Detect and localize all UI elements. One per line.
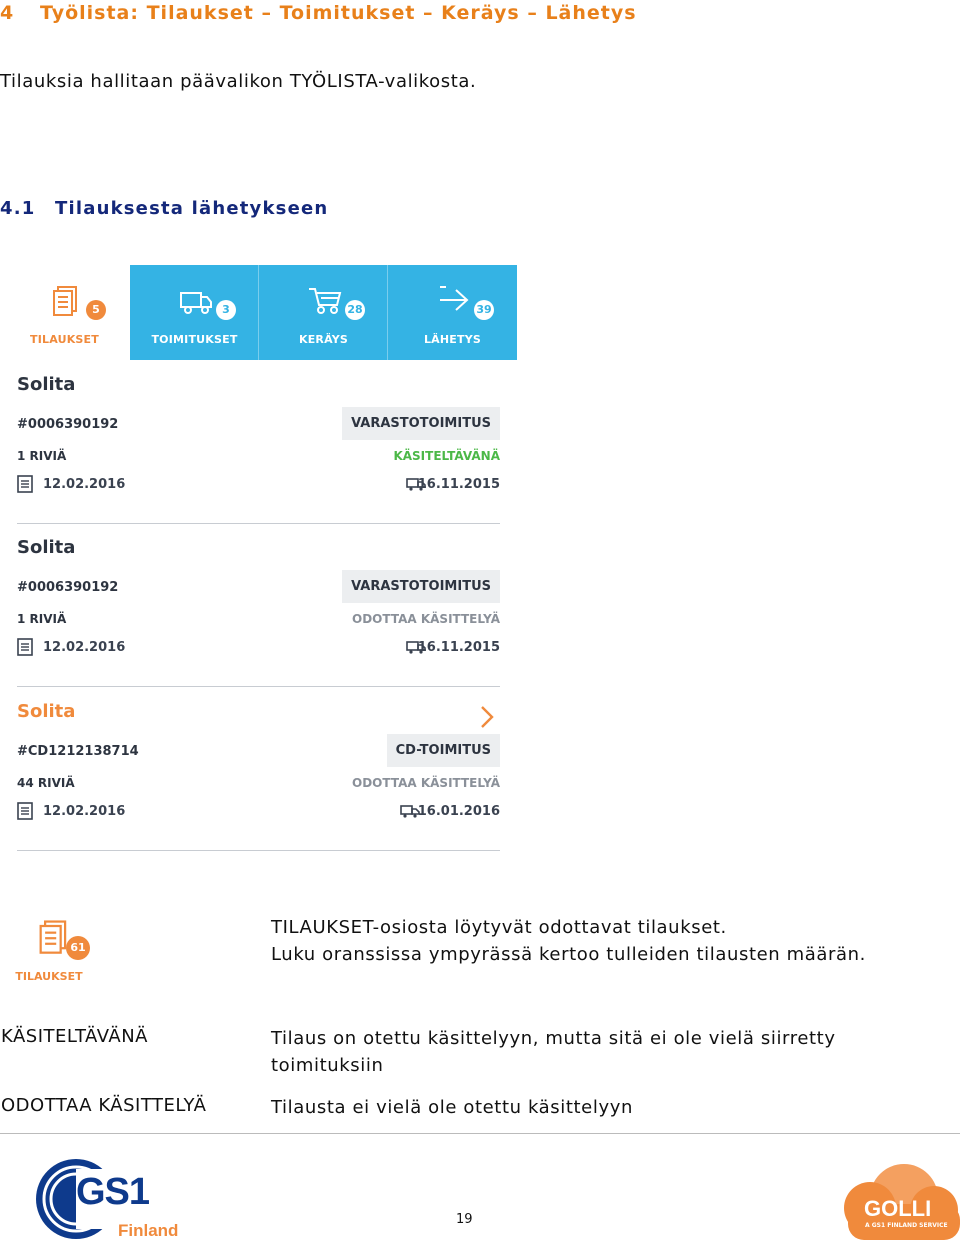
count-badge: 61 (66, 936, 90, 960)
description (271, 914, 866, 968)
customer-name: Solita (17, 701, 76, 722)
tab-count-badge: 3 (216, 300, 236, 320)
tab-count-badge: 5 (86, 300, 106, 320)
status-text: ODOTTAA KÄSITTELYÄ (352, 776, 500, 790)
section-number: 4 (0, 2, 15, 24)
tab-label: KERÄYS (298, 333, 349, 346)
definition-term: ODOTTAA KÄSITTELYÄ (1, 1095, 207, 1116)
tab-count-badge: 39 (474, 300, 494, 320)
order-date: 12.02.2016 (43, 477, 126, 492)
tab-count-badge: 28 (345, 300, 365, 320)
customer-name: Solita (17, 374, 76, 395)
document-icon (17, 802, 33, 820)
chevron-right-icon[interactable] (480, 705, 494, 729)
tab-tilaukset[interactable] (0, 265, 129, 360)
truck-icon (178, 283, 214, 317)
document-icon (17, 475, 33, 493)
description-line: Luku oranssissa ympyrässä kertoo tulleiden tilausten määrän. (271, 944, 866, 965)
tab-kerays[interactable] (259, 265, 388, 360)
delivery-method-badge: CD-TOIMITUS (387, 734, 500, 767)
status-text: KÄSITELTÄVÄNÄ (393, 449, 500, 463)
tab-toimitukset[interactable] (130, 265, 259, 360)
status-text: ODOTTAA KÄSITTELYÄ (352, 612, 500, 626)
definition-term: KÄSITELTÄVÄNÄ (1, 1026, 148, 1047)
customer-name: Solita (17, 537, 76, 558)
order-number: #0006390192 (17, 417, 119, 432)
cart-icon (307, 283, 343, 317)
row-count: 44 RIVIÄ (17, 776, 75, 790)
arrow-icon (436, 283, 472, 317)
tilaukset-badge-example (12, 915, 102, 987)
row-count: 1 RIVIÄ (17, 612, 67, 626)
golli-wordmark: GOLLI (864, 1196, 932, 1221)
definition-text: Tilaus on otettu käsittelyyn, mutta sitä ei ole vielä siirretty toimituksiin (271, 1028, 836, 1076)
section-title: Työlista: Tilaukset – Toimitukset – Keräys – Lähetys (40, 2, 637, 24)
gs1-finland-logo (36, 1157, 186, 1242)
delivery-method-badge: VARASTOTOIMITUS (342, 407, 500, 440)
tab-label: LÄHETYS (423, 333, 482, 346)
subsection-heading (0, 198, 328, 219)
footer-divider (0, 1133, 960, 1134)
description-line: TILAUKSET-osiosta löytyvät odottavat tilaukset. (271, 917, 727, 938)
order-date: 12.02.2016 (43, 804, 126, 819)
worklist-tabbar (0, 265, 517, 360)
tilaukset-label: TILAUKSET (15, 970, 83, 983)
gs1-country: Finland (118, 1221, 179, 1240)
delivery-method-badge: VARASTOTOIMITUS (342, 570, 500, 603)
tab-label: TOIMITUKSET (151, 333, 238, 346)
order-card[interactable] (17, 687, 500, 851)
document-icon (48, 283, 84, 317)
definition-text: Tilausta ei vielä ole otettu käsittelyyn (271, 1097, 633, 1118)
ship-date: 16.01.2016 (417, 804, 500, 819)
subsection-title: Tilauksesta lähetykseen (55, 198, 329, 219)
row-count: 1 RIVIÄ (17, 449, 67, 463)
page-number: 19 (456, 1212, 473, 1227)
document-icon (17, 638, 33, 656)
tab-label: TILAUKSET (30, 333, 99, 346)
golli-logo (834, 1160, 960, 1240)
order-number: #CD1212138714 (17, 744, 139, 759)
section-heading (0, 2, 637, 24)
ship-date: 16.11.2015 (417, 640, 500, 655)
golli-tagline: A GS1 FINLAND SERVICE (865, 1222, 948, 1229)
order-number: #0006390192 (17, 580, 119, 595)
intro-text: Tilauksia hallitaan päävalikon TYÖLISTA-valikosta. (0, 71, 477, 92)
order-card[interactable] (17, 523, 500, 687)
ship-date: 16.11.2015 (417, 477, 500, 492)
order-card[interactable] (17, 360, 500, 524)
order-date: 12.02.2016 (43, 640, 126, 655)
gs1-wordmark: GS1 (76, 1171, 150, 1213)
tab-lahetys[interactable] (388, 265, 517, 360)
subsection-number: 4.1 (0, 198, 36, 219)
